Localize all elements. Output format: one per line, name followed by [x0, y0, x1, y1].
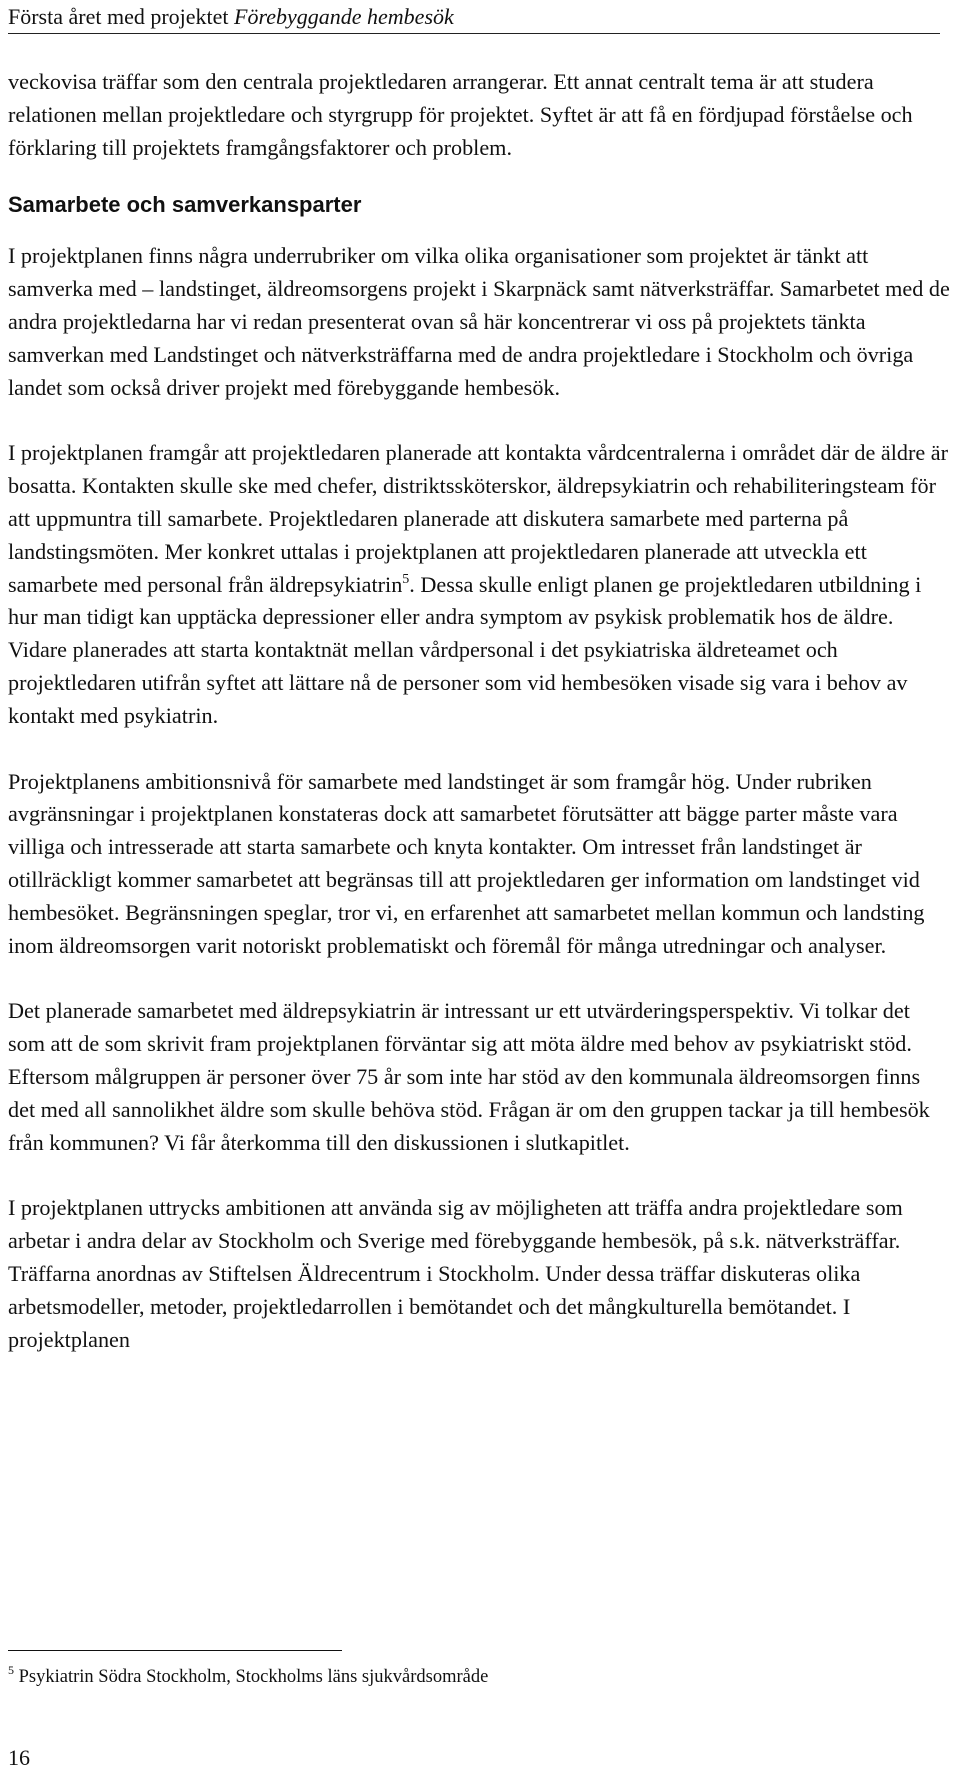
footnote [8, 1664, 488, 1690]
footnote-reference[interactable]: 5 [402, 571, 410, 587]
paragraph-4: Det planerade samarbetet med äldrepsykiatrin är intressant ur ett utvärderingsperspektiv. Vi tolkar det som att de som skrivit fram projektplanen förväntar sig att möta äldre med behov av psykiatriskt stöd. Eftersom målgruppen är personer över 75 år som inte har stöd av den kommunala äldreomsorgen finns det med all sannolikhet äldre som skulle behöva stöd. Frågan är om den gruppen tackar ja till hembesök från kommunen? Vi får återkomma till den diskussionen i slutkapitlet. [8, 998, 930, 1155]
paragraph-2-part-b: . Dessa skulle enligt planen ge projektledaren utbildning i hur man tidigt kan upptäcka depressioner eller andra symptom av psykisk problematik hos de äldre. Vidare planerades att starta kontaktnät mellan vårdpersonal i det psykiatriska äldreteamet och projektledaren utifrån syftet att lättare nå de personer som vid hembesöken visade sig vara i behov av kontakt med psykiatrin. [8, 571, 922, 728]
footnote-text: Psykiatrin Södra Stockholm, Stockholms läns sjukvårdsområde [14, 1667, 489, 1687]
page-body [8, 66, 952, 1389]
header-text: Första året med projektet [8, 4, 235, 29]
paragraph-5: I projektplanen uttrycks ambitionen att använda sig av möjligheten att träffa andra projektledare som arbetar i andra delar av Stockholm och Sverige med förebyggande hembesök, på s.k. nätverksträffar. Träffarna anordnas av Stiftelsen Äldrecentrum i Stockholm. Under dessa träffar diskuteras olika arbetsmodeller, metoder, projektledarrollen i bemötandet och det mångkulturella bemötandet. I projektplanen [8, 1195, 903, 1352]
footnote-separator [8, 1650, 342, 1651]
header-project-name: Förebyggande hembesök [234, 4, 454, 29]
section-heading: Samarbete och samverkansparter [8, 192, 362, 218]
page-number: 16 [8, 1745, 30, 1770]
paragraph-intro: veckovisa träffar som den centrala projektledaren arrangerar. Ett annat centralt tema är att studera relationen mellan projektledare och styrgrupp för projektet. Syftet är att få en fördjupad förståelse och förklaring till projektets framgångsfaktorer och problem. [8, 69, 913, 160]
running-header [8, 2, 940, 34]
paragraph-1: I projektplanen finns några underrubriker om vilka olika organisationer som projektet är tänkt att samverka med – landstinget, äldreomsorgens projekt i Skarpnäck samt nätverksträffar. Samarbetet med de andra projektledarna har vi redan presenterat ovan så här koncentrerar vi oss på projektets tänkta samverkan med Landstinget och nätverksträffarna med de andra projektledare i Stockholm och övriga landet som också driver projekt med förebyggande hembesök. [8, 243, 950, 400]
paragraph-2-part-a: I projektplanen framgår att projektledaren planerade att kontakta vårdcentralerna i området där de äldre är bosatta. Kontakten skulle ske med chefer, distriktssköterskor, äldrepsykiatrin och rehabiliteringsteam för att uppmuntra till samarbete. Projektledaren planerade att diskutera samarbete med parterna på landstingsmöten. Mer konkret uttalas i projektplanen att projektledaren planerade att utveckla ett samarbete med personal från äldrepsykiatrin [8, 440, 949, 597]
footnote-number: 5 [8, 1663, 14, 1677]
paragraph-3: Projektplanens ambitionsnivå för samarbete med landstinget är som framgår hög. Under rubriken avgränsningar i projektplanen konstateras dock att samarbetet förutsätter att bägge parter måste vara villiga och intresserade att starta samarbete och knyta kontakter. Om intresset från landstinget är otillräckligt kommer samarbetet att begränsas till att projektledaren ger information om landstinget vid hembesöket. Begränsningen speglar, tror vi, en erfarenhet att samarbetet mellan kommun och landsting inom äldreomsorgen varit notoriskt problematiskt och föremål för många utredningar och analyser. [8, 768, 925, 958]
paragraph-2 [8, 437, 952, 732]
